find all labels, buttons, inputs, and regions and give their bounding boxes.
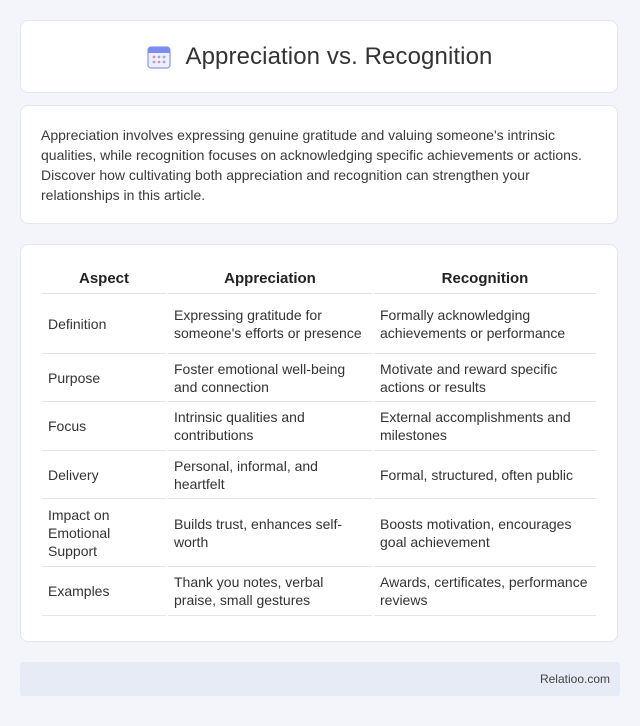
calendar-icon (146, 44, 172, 70)
footer (20, 662, 620, 696)
cell-aspect: Focus (42, 402, 166, 451)
cell-appreciation: Expressing gratitude for someone's efforts or presence (168, 294, 372, 354)
cell-recognition: Formally acknowledging achievements or performance (374, 294, 596, 354)
cell-recognition: External accomplishments and milestones (374, 402, 596, 451)
table-row (42, 567, 596, 616)
header-appreciation: Appreciation (168, 265, 372, 294)
comparison-table (40, 265, 598, 616)
intro-card (20, 105, 618, 224)
cell-recognition: Boosts motivation, encourages goal achievement (374, 499, 596, 567)
cell-recognition: Awards, certificates, performance reviews (374, 567, 596, 616)
cell-recognition: Motivate and reward specific actions or results (374, 354, 596, 402)
table-row (42, 294, 596, 354)
footer-site-link[interactable]: Relatioo.com (539, 672, 610, 686)
comparison-table-card (20, 244, 618, 642)
header-aspect: Aspect (42, 265, 166, 294)
table-header-row (42, 265, 596, 294)
cell-appreciation: Builds trust, enhances self-worth (168, 499, 372, 567)
cell-appreciation: Foster emotional well-being and connection (168, 354, 372, 402)
cell-recognition: Formal, structured, often public (374, 451, 596, 499)
cell-aspect: Definition (42, 294, 166, 354)
cell-appreciation: Personal, informal, and heartfelt (168, 451, 372, 499)
table-row (42, 354, 596, 402)
title-group (146, 43, 493, 71)
cell-aspect: Examples (42, 567, 166, 616)
intro-paragraph: Appreciation involves expressing genuine gratitude and valuing someone's intrinsic qualities, while recognition focuses on acknowledging specific achievements or actions. Discover how cultivating both appreciation and recognition can strengthen your relationships in this article. (41, 127, 582, 203)
table-row (42, 451, 596, 499)
page-title: Appreciation vs. Recognition (185, 42, 493, 70)
table-row (42, 499, 596, 567)
cell-aspect: Delivery (42, 451, 166, 499)
cell-appreciation: Intrinsic qualities and contributions (168, 402, 372, 451)
header-recognition: Recognition (374, 265, 596, 294)
cell-aspect: Purpose (42, 354, 166, 402)
table-row (42, 402, 596, 451)
header-card (20, 20, 618, 93)
cell-aspect: Impact on Emotional Support (42, 499, 166, 567)
cell-appreciation: Thank you notes, verbal praise, small gestures (168, 567, 372, 616)
